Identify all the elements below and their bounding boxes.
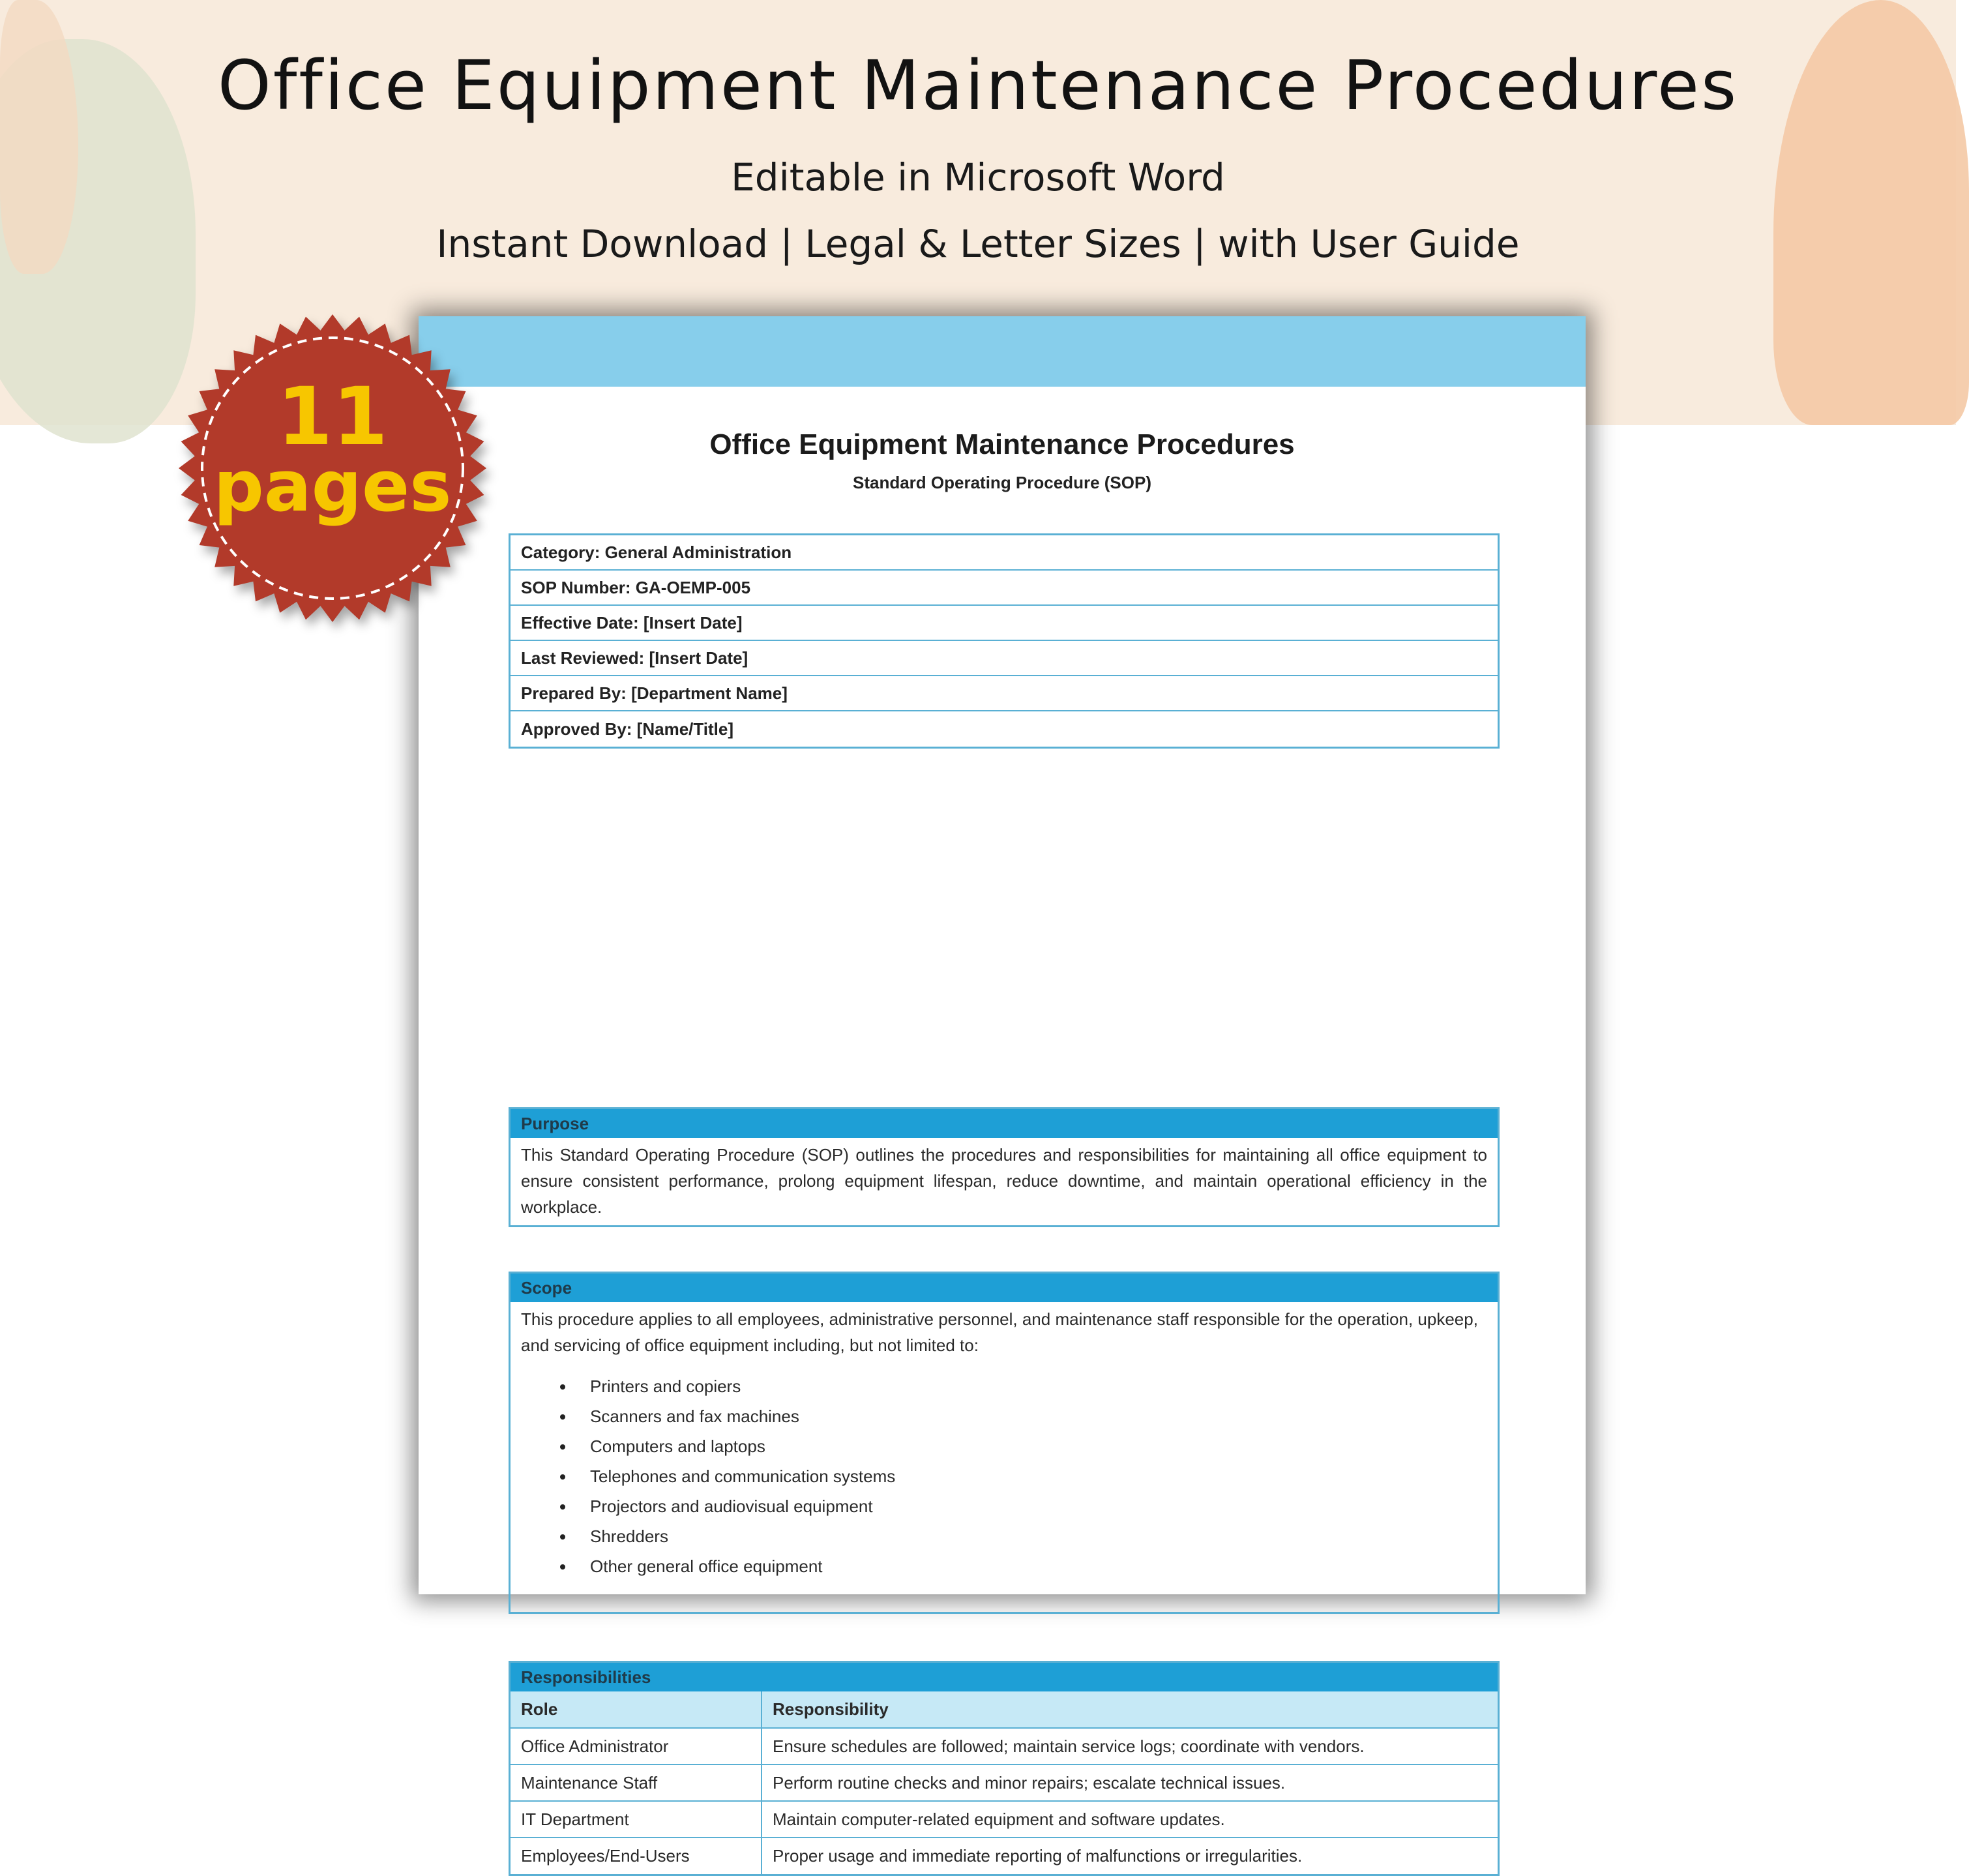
document-header-bar (419, 316, 1586, 387)
document-subtitle: Standard Operating Procedure (SOP) (853, 473, 1151, 492)
scope-body (511, 1302, 1498, 1586)
list-item (521, 1401, 1487, 1431)
bullet-icon (560, 1444, 565, 1450)
metadata-row: Approved By: [Name/Title] (521, 719, 734, 739)
responsibility-cell: Proper usage and immediate reporting of malfunctions or irregularities. (762, 1838, 1498, 1874)
hero-title: Office Equipment Maintenance Procedures (217, 46, 1739, 125)
hero-subtitle-1: Editable in Microsoft Word (731, 155, 1225, 200)
responsibility-cell: Maintain computer-related equipment and software updates. (762, 1801, 1498, 1838)
bullet-icon (560, 1534, 565, 1540)
list-item-text: Other general office equipment (590, 1556, 823, 1576)
document-page (419, 316, 1586, 1866)
table-row (511, 1764, 1498, 1801)
list-item (521, 1431, 1487, 1461)
metadata-row: Prepared By: [Department Name] (511, 676, 1498, 711)
column-header-responsibility: Responsibility (762, 1691, 1498, 1728)
metadata-row: Category: General Administration (511, 535, 1498, 571)
metadata-row: SOP Number: GA-OEMP-005 (511, 571, 1498, 606)
purpose-heading: Purpose (511, 1109, 1498, 1138)
list-item-text: Computers and laptops (590, 1437, 765, 1456)
bullet-icon (560, 1414, 565, 1420)
list-item (521, 1491, 1487, 1521)
metadata-table (509, 533, 1500, 749)
list-item (521, 1551, 1487, 1581)
list-item (521, 1521, 1487, 1551)
table-header-row (511, 1691, 1498, 1728)
scope-list (521, 1371, 1487, 1581)
bullet-icon (560, 1564, 565, 1570)
list-item-text: Shredders (590, 1526, 668, 1546)
scope-text: This procedure applies to all employees, administrative personnel, and maintenance staff responsible for the operation, upkeep, and servicing of office equipment including, but not limited to: (521, 1309, 1478, 1355)
list-item (521, 1371, 1487, 1401)
responsibilities-table (511, 1691, 1498, 1874)
page-count-badge (176, 312, 489, 625)
bullet-icon (560, 1384, 565, 1390)
table-row (511, 1838, 1498, 1874)
responsibility-cell: Ensure schedules are followed; maintain service logs; coordinate with vendors. (762, 1728, 1498, 1764)
role-cell: IT Department (511, 1801, 762, 1838)
list-item-text: Printers and copiers (590, 1377, 741, 1396)
list-item-text: Scanners and fax machines (590, 1407, 799, 1426)
metadata-row: Effective Date: [Insert Date] (511, 606, 1498, 641)
role-cell: Employees/End-Users (511, 1838, 762, 1874)
role-cell: Office Administrator (511, 1728, 762, 1764)
list-item-text: Projectors and audiovisual equipment (590, 1496, 873, 1516)
document-title: Office Equipment Maintenance Procedures (709, 428, 1295, 460)
scope-heading: Scope (511, 1273, 1498, 1302)
column-header-role: Role (511, 1691, 762, 1728)
list-item-text: Telephones and communication systems (590, 1467, 896, 1486)
metadata-row: Last Reviewed: [Insert Date] (511, 641, 1498, 676)
list-item (521, 1461, 1487, 1491)
hero-subtitle-2: Instant Download | Legal & Letter Sizes | with User Guide (436, 222, 1520, 266)
bullet-icon (560, 1474, 565, 1480)
badge-number: 11 (277, 370, 388, 463)
table-row (511, 1801, 1498, 1838)
responsibility-cell: Perform routine checks and minor repairs; escalate technical issues. (762, 1764, 1498, 1801)
table-row (511, 1728, 1498, 1764)
purpose-text: This Standard Operating Procedure (SOP) outlines the procedures and responsibilities for maintaining all office equipment to ensure consistent performance, prolong equipment lifespan, reduce downtime, and maintain operational efficiency in the workplace. (521, 1145, 1487, 1217)
purpose-section (509, 1107, 1500, 1227)
responsibilities-heading: Responsibilities (511, 1663, 1498, 1691)
badge-word: pages (213, 446, 452, 528)
responsibilities-section (509, 1661, 1500, 1876)
scope-section (509, 1272, 1500, 1614)
bullet-icon (560, 1504, 565, 1510)
role-cell: Maintenance Staff (511, 1764, 762, 1801)
